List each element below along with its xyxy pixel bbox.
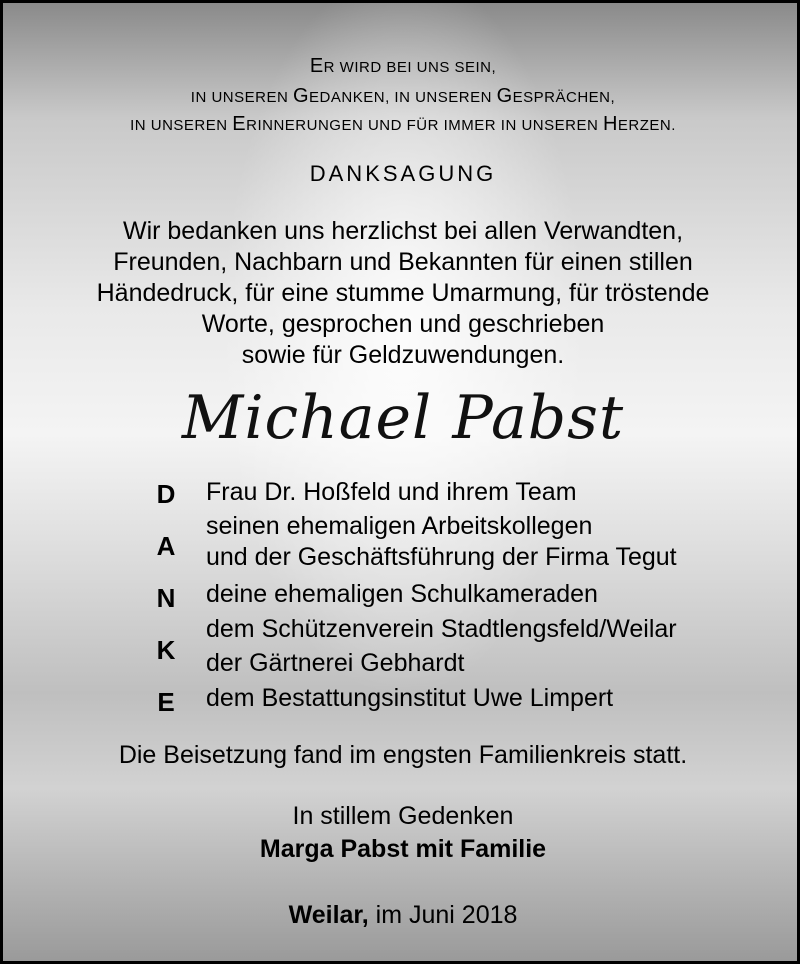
danke-line-6: der Gärtnerei Gebhardt xyxy=(206,649,465,677)
danke-letter-d: D xyxy=(156,479,176,509)
danke-line-2: seinen ehemaligen Arbeitskollegen xyxy=(206,512,593,540)
danke-line-4: deine ehemaligen Schulkameraden xyxy=(206,580,598,608)
place: Weilar, xyxy=(288,901,369,929)
danke-line-1: Frau Dr. Hoßfeld und ihrem Team xyxy=(206,478,577,506)
danke-letter-k: K xyxy=(156,635,176,665)
motto-line-3: IN UNSEREN ERINNERUNGEN UND FÜR IMMER IN UNSEREN HERZEN. xyxy=(130,113,676,135)
place-date xyxy=(3,901,800,930)
danke-line-3: und der Geschäftsführung der Firma Tegut xyxy=(206,543,677,571)
danke-letter-e: E xyxy=(157,687,175,717)
thanks-line-2: Freunden, Nachbarn und Bekannten für einen stillen xyxy=(113,248,693,276)
danke-line-5: dem Schützenverein Stadtlengsfeld/Weilar xyxy=(206,615,677,643)
closing-phrase: In stillem Gedenken xyxy=(292,802,514,830)
burial-note: Die Beisetzung fand im engsten Familienkreis statt. xyxy=(118,741,688,769)
family-name: Marga Pabst mit Familie xyxy=(259,835,547,863)
motto-line-1: ER WIRD BEI UNS SEIN, xyxy=(309,55,497,77)
motto-line-2: IN UNSEREN GEDANKEN, IN UNSEREN GESPRÄCHEN, xyxy=(190,85,616,107)
thanks-line-4: Worte, gesprochen und geschrieben xyxy=(201,310,605,338)
date: im Juni 2018 xyxy=(368,901,518,929)
thanks-line-1: Wir bedanken uns herzlichst bei allen Verwandten, xyxy=(122,217,684,245)
thanks-line-3: Händedruck, für eine stumme Umarmung, für tröstende xyxy=(96,279,710,307)
danke-letter-a: A xyxy=(156,531,176,561)
heading: DANKSAGUNG xyxy=(309,161,497,186)
danke-line-7: dem Bestattungsinstitut Uwe Limpert xyxy=(206,684,614,712)
deceased-name: Michael Pabst xyxy=(181,383,625,453)
danke-letter-n: N xyxy=(156,583,176,613)
thanks-line-5: sowie für Geldzuwendungen. xyxy=(241,341,565,369)
